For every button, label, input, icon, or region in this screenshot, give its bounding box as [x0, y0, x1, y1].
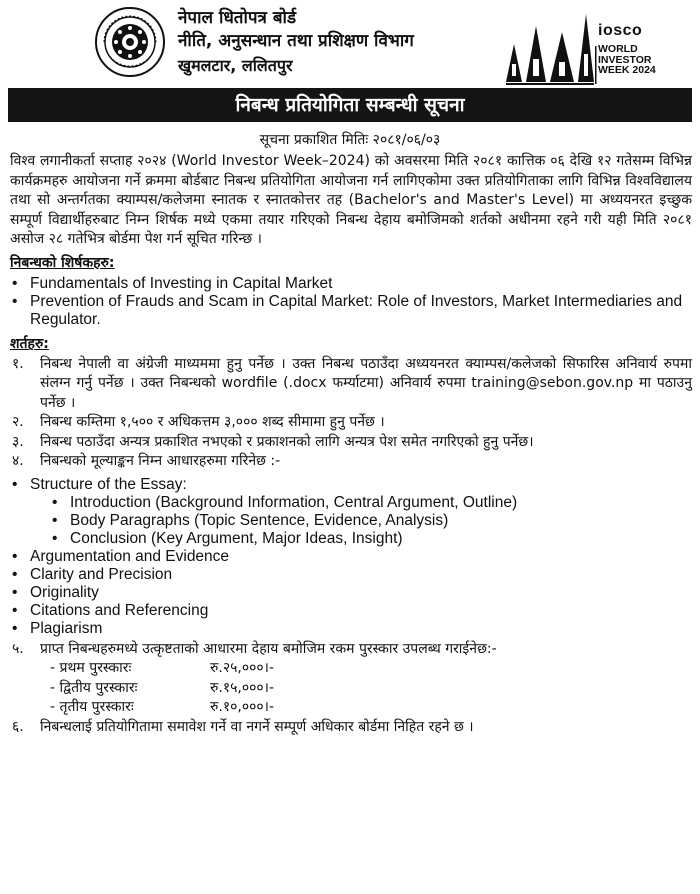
- list-item: • Fundamentals of Investing in Capital Market: [12, 275, 333, 292]
- prize-row: - प्रथम पुरस्कारः रु.२५,०००।-: [50, 660, 275, 676]
- condition-item: ३. निबन्ध पठाउँदा अन्यत्र प्रकाशित नभएको र प्रकाशनको लागि अन्यत्र पेश समेत नगरिएको हुनु पर्नेछ।: [12, 433, 534, 450]
- condition-item: ५. प्राप्त निबन्धहरुमध्ये उत्कृष्टताको आधारमा देहाय बमोजिम रकम पुरस्कार उपलब्ध गराईनेछ:-: [12, 640, 497, 657]
- list-item: • Conclusion (Key Argument, Major Ideas, Insight): [52, 529, 403, 547]
- notice-header: [0, 0, 700, 88]
- topics-list: [10, 275, 692, 329]
- notice-title: निबन्ध प्रतियोगिता सम्बन्धी सूचना: [8, 88, 692, 122]
- criteria-list: [10, 476, 692, 638]
- prize-row: - द्वितीय पुरस्कारः रु.१५,०००।-: [50, 679, 275, 696]
- publication-date: सूचना प्रकाशित मितिः २०८१/०६/०३: [259, 132, 441, 148]
- list-item: • Originality: [12, 583, 99, 601]
- conditions-heading: शर्तहरु:: [10, 336, 49, 352]
- list-item: • Clarity and Precision: [12, 565, 173, 583]
- list-item: • Introduction (Background Information, Central Argument, Outline): [52, 493, 518, 511]
- list-item: • Argumentation and Evidence: [12, 547, 230, 565]
- sebon-seal-icon: [94, 6, 166, 78]
- iosco-logo: iosco: [598, 22, 643, 39]
- condition-item: ४. निबन्धको मूल्याङ्कन निम्न आधारहरुमा गरिनेछ :-: [12, 453, 281, 469]
- notice-body: [10, 152, 692, 737]
- prize-row: - तृतीय पुरस्कारः रु.१०,०००।-: [50, 699, 275, 715]
- org-location: खुमलटार, ललितपुर: [178, 56, 293, 75]
- list-item: • Structure of the Essay: • Introduction (Background Information, Central Argument, Outline) • Body Paragraphs (Topic Sentence, Evidence, Analysis) • Conclusion (Key Argument, Major Ideas, Insight): [10, 476, 692, 548]
- topics-heading: निबन्धको शिर्षकहरु:: [10, 254, 115, 271]
- list-item: • Plagiarism: [12, 619, 103, 637]
- org-department: नीति, अनुसन्धान तथा प्रशिक्षण विभाग: [178, 31, 414, 51]
- world-investor-week-text: WORLD INVESTOR WEEK 2024: [598, 43, 656, 76]
- structure-sublist: [30, 494, 692, 548]
- list-item: • Citations and Referencing: [12, 601, 209, 619]
- org-name: नेपाल धितोपत्र बोर्ड: [178, 8, 297, 28]
- condition-item: ६. निबन्धलाई प्रतियोगितामा समावेश गर्ने वा नगर्ने सम्पूर्ण अधिकार बोर्डमा निहित रहने छ ।: [12, 718, 474, 735]
- condition-item: २. निबन्ध कम्तिमा १,५०० र अधिकत्तम ३,००० शब्द सीमामा हुनु पर्नेछ ।: [12, 414, 385, 430]
- intro-paragraph: विश्व लगानीकर्ता सप्ताह २०२४ (World Investor Week–2024) को अवसरमा मिति २०८१ कात्तिक ०६ देखि १२ गतेसम्म विभिन्न कार्यक्रमहरु आयोजना गर्ने क्रममा बोर्डबाट निबन्ध प्रतियोगिता आयोजना गर्न लागिएकोमा उक्त प्रतियोगिताका लागि विभिन्न विश्वविद्यालय तथा सो अन्तर्गतका क्याम्पस/कलेजमा स्नातक र स्नातकोत्तर तह (Bachelor's and Master's Level) मा अध्ययनरत इच्छुक सम्पूर्ण विद्यार्थीहरुबाट निम्न शिर्षक मध्ये एकमा तयार गरिएको निबन्ध देहाय बमोजिमको शर्तको अधीनमा रहने गरी यही मिति २०८१ असोज २८ गतेभित्र बोर्डमा पेश गर्न सूचित गरिन्छ ।: [10, 153, 692, 247]
- list-item: • Body Paragraphs (Topic Sentence, Evidence, Analysis): [52, 511, 449, 529]
- condition-item: १. निबन्ध नेपाली वा अंग्रेजी माध्यममा हुनु पर्नेछ । उक्त निबन्ध पठाउँदा अध्ययनरत क्याम्पस/कलेजको सिफारिस अनिवार्य रुपमा संलग्न गर्नु पर्नेछ । उक्त निबन्धको wordfile (.docx फर्म्याटमा) अनिवार्य रुपमा training@sebon.gov.np मा पठाउनु पर्नेछ ।: [12, 355, 692, 411]
- list-item: • Prevention of Frauds and Scam in Capital Market: Role of Investors, Market Intermediaries and Regulator.: [12, 293, 683, 328]
